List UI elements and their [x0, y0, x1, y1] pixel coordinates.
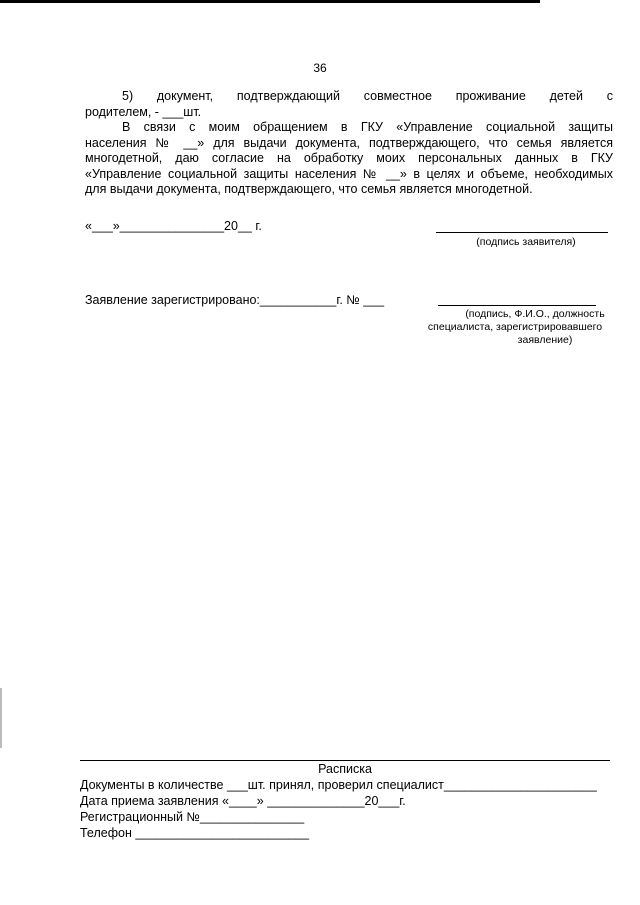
consent-line-5: для выдачи документа, подтверждающего, что семья является многодетной.	[85, 182, 533, 196]
receipt-documents-line: Документы в количестве ___шт. принял, проверил специалист______________________	[80, 778, 597, 792]
specialist-signature-line	[438, 305, 596, 306]
date-field: «___»_______________20__ г.	[85, 219, 262, 233]
scan-edge-mark	[0, 688, 2, 748]
top-border-rule	[0, 0, 540, 3]
specialist-caption-line-3: заявление)	[517, 334, 573, 346]
item-5-line-2: родителем, - ___шт.	[85, 104, 202, 119]
receipt-divider	[80, 760, 610, 761]
consent-line-4: «Управление социальной защиты населения № __» в целях и объеме, необходимых	[85, 166, 613, 181]
specialist-caption-line-2: специалиста, зарегистрировавшего	[427, 321, 603, 333]
receipt-date-line: Дата приема заявления «____» ______________20___г.	[80, 794, 406, 808]
receipt-phone-line: Телефон _________________________	[80, 826, 310, 840]
page-number: 36	[313, 61, 327, 75]
registration-field: Заявление зарегистрировано:___________г. № ___	[85, 293, 385, 307]
item-5-paragraph	[85, 89, 613, 120]
receipt-title: Расписка	[318, 762, 372, 776]
item-5-line-1: 5) документ, подтверждающий совместное проживание детей с	[122, 89, 613, 103]
consent-line-2: населения № __» для выдачи документа, подтверждающего, что семья является	[85, 135, 613, 150]
receipt-registration-number-line: Регистрационный №_______________	[80, 810, 305, 824]
applicant-signature-caption: (подпись заявителя)	[476, 236, 576, 248]
consent-line-1: В связи с моим обращением в ГКУ «Управление социальной защиты	[122, 120, 613, 134]
consent-line-3: многодетной, даю согласие на обработку моих персональных данных в ГКУ	[85, 151, 613, 165]
applicant-signature-line	[436, 232, 608, 233]
specialist-signature-caption	[392, 308, 638, 347]
consent-paragraph	[85, 120, 613, 198]
specialist-caption-line-1: (подпись, Ф.И.О., должность	[465, 308, 605, 320]
